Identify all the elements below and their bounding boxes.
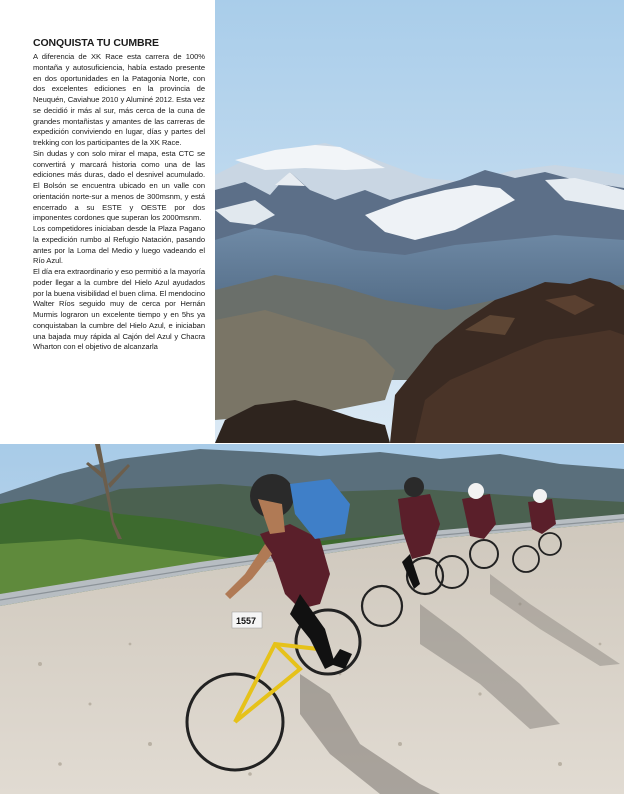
race-plate-number: 1557 bbox=[236, 616, 257, 626]
article-paragraph-1: A diferencia de XK Race esta carrera de 100% montaña y autosuficiencia, había estado presente en dos oportunidades en la Patagonia Norte, con dos excelentes ediciones en la provincia de Neuquén, Caviahue 2010 y Aluminé 2012. Esta vez se decidió ir más al sur, más cerca de la cuna de grandes montañistas y amantes de las carreras de expedición conviviendo en lugar, días y partes del trekking con los participantes de la XK Race. bbox=[33, 52, 205, 147]
article-paragraph-3: Los competidores iniciaban desde la Plaza Pagano la expedición rumbo al Refugio Natación, pasando antes por la Loma del Medio y luego vadeando el Río Azul. bbox=[33, 224, 205, 266]
article-paragraph-2: Sin dudas y con solo mirar el mapa, esta CTC se convertirá y marcará historia como una de las ediciones más duras, dado el desnivel acumulado. El Bolsón se encuentra ubicado en un valle con orientación norte-sur a menos de 300msnm, y está encerrado a su ESTE y OESTE por dos imponentes cordones que superan los 2000msnm. bbox=[33, 148, 205, 223]
article-paragraph-4: El día era extraordinario y eso permitió a la mayoría poder llegar a la cumbre del Hielo Azul ayudados por la buena visibilidad el buen clima. El mendocino Walter Ríos seguido muy de cerca por Hernán Murmis lograron un excelente tiempo y en 5hs ya conquistaban la cumbre del Hielo Azul, e iniciaban una bajada muy rápida al Cajón del Azul y Chacra Wharton con el objetivo de alcanzarla bbox=[33, 267, 205, 352]
article-heading: CONQUISTA TU CUMBRE bbox=[33, 37, 159, 49]
article-column bbox=[33, 37, 205, 353]
cyclists-race-photo bbox=[0, 444, 624, 794]
mountain-landscape-photo bbox=[215, 0, 624, 443]
